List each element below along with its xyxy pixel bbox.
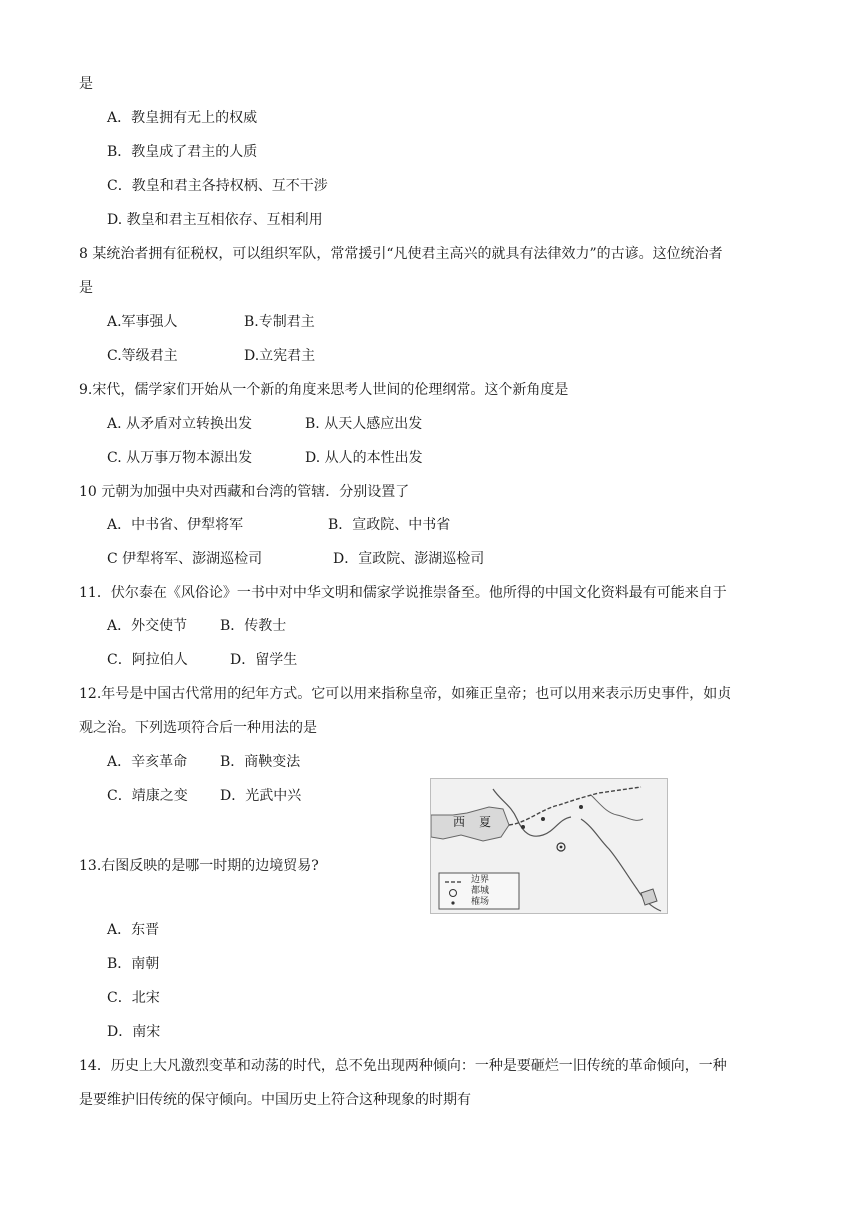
- q12-option-d: D．光武中兴: [220, 788, 302, 804]
- map-label-xia: 夏: [479, 815, 492, 829]
- q13-option-a: A．东晋: [107, 922, 160, 938]
- q11-stem: 11．伏尔泰在《风俗论》一书中对中华文明和儒家学说推崇备至。他所得的中国文化资料最有可能来自于: [79, 585, 727, 601]
- q11-option-b: B．传教士: [220, 618, 287, 634]
- legend-capital: 都城: [471, 886, 490, 896]
- q11-option-d: D．留学生: [230, 652, 298, 668]
- q7-option-d: D. 教皇和君主互相依存、互相利用: [107, 212, 323, 228]
- trade-map-drawing: [431, 779, 667, 913]
- q8-option-b: B.专制君主: [244, 314, 315, 330]
- q10-option-b: B．宣政院、中书省: [328, 517, 451, 533]
- q7-option-a: A．教皇拥有无上的权威: [107, 110, 258, 126]
- legend-market: 榷场: [471, 897, 490, 907]
- q9-option-c: C. 从万事万物本源出发: [107, 450, 253, 466]
- q13-stem: 13.右图反映的是哪一时期的边境贸易?: [79, 858, 319, 874]
- q14-stem-line2: 是要维护旧传统的保守倾向。中国历史上符合这种现象的时期有: [79, 1092, 471, 1108]
- q11-option-a: A．外交使节: [107, 618, 188, 634]
- q13-option-b: B．南朝: [107, 956, 160, 972]
- q7-stem-tail: 是: [79, 76, 93, 92]
- q7-option-b: B．教皇成了君主的人质: [107, 144, 258, 160]
- q12-stem-line1: 12.年号是中国古代常用的纪年方式。它可以用来指称皇帝，如雍正皇帝；也可以用来表示历史事件，如贞: [79, 686, 732, 702]
- legend-border: 边界: [471, 875, 490, 885]
- trade-map-figure: [430, 778, 668, 914]
- q9-option-a: A. 从矛盾对立转换出发: [107, 416, 253, 432]
- map-label-xi: 西: [453, 815, 466, 829]
- q14-stem-line1: 14．历史上大凡激烈变革和动荡的时代，总不免出现两种倾向：一种是要砸烂一旧传统的革命倾向，一种: [79, 1058, 727, 1074]
- q13-option-c: C．北宋: [107, 990, 160, 1006]
- q10-option-a: A．中书省、伊犁将军: [107, 517, 244, 533]
- q9-option-b: B. 从天人感应出发: [305, 416, 423, 432]
- q12-stem-line2: 观之治。下列选项符合后一种用法的是: [79, 720, 317, 736]
- q8-option-a: A.军事强人: [107, 314, 178, 330]
- q13-option-d: D．南宋: [107, 1024, 161, 1040]
- q12-option-a: A．辛亥革命: [107, 754, 188, 770]
- q12-option-c: C．靖康之变: [107, 788, 188, 804]
- q10-option-c: C 伊犁将军、澎湖巡检司: [107, 551, 263, 567]
- q8-stem-line2: 是: [79, 280, 93, 296]
- q8-option-d: D.立宪君主: [244, 348, 316, 364]
- q9-option-d: D. 从人的本性出发: [305, 450, 423, 466]
- q10-stem: 10 元朝为加强中央对西藏和台湾的管辖．分别设置了: [79, 484, 410, 500]
- q10-option-d: D．宣政院、澎湖巡检司: [333, 551, 485, 567]
- q8-option-c: C.等级君主: [107, 348, 178, 364]
- q12-option-b: B．商鞅变法: [220, 754, 301, 770]
- q9-stem: 9.宋代，儒学家们开始从一个新的角度来思考人世间的伦理纲常。这个新角度是: [79, 382, 569, 398]
- q7-option-c: C．教皇和君主各持权柄、互不干涉: [107, 178, 328, 194]
- market-marker: [521, 825, 525, 829]
- q11-option-c: C．阿拉伯人: [107, 652, 188, 668]
- q8-stem-line1: 8 某统治者拥有征税权，可以组织军队，常常援引“凡使君主高兴的就具有法律效力”的古谚。这位统治者: [79, 246, 723, 262]
